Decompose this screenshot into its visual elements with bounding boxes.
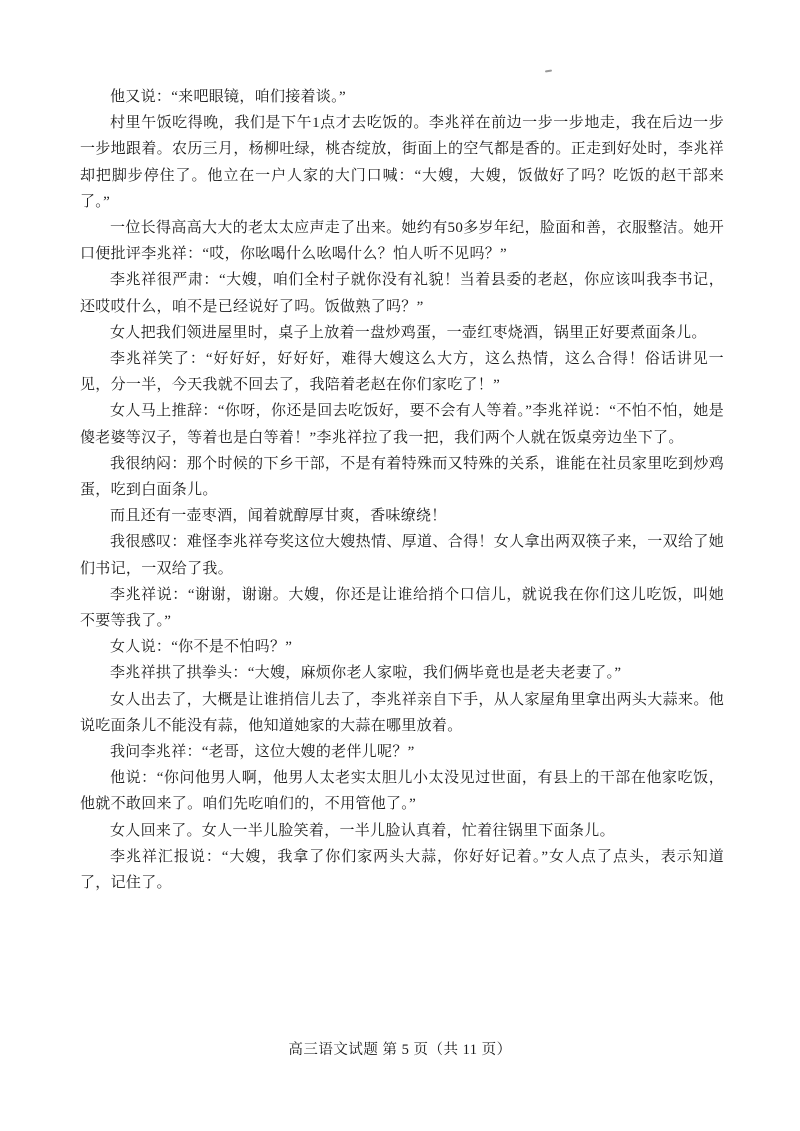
paragraph: 女人说：“你不是不怕吗？” (110, 639, 293, 656)
paragraph: 李兆祥笑了：“好好好，好好好，难得大嫂这么大方，这么热情，这么合得！俗话讲见一见，分一半，今天我就不回去了，我陪着老赵在你们家吃了！” (80, 351, 724, 394)
paragraph: 他说：“你问他男人啊，他男人太老实太胆儿小太没见过世面，有县上的干部在他家吃饭，他就不敢回来了。咱们先吃咱们的，不用管他了。” (80, 770, 724, 813)
paragraph: 女人把我们领进屋里时，桌子上放着一盘炒鸡蛋，一壶红枣烧酒，锅里正好要煮面条儿。 (110, 324, 707, 341)
page-footer: 高三语文试题 第 5 页（共 11 页） (288, 1042, 512, 1058)
paragraph: 我很感叹：难怪李兆祥夸奖这位大嫂热情、厚道、合得！女人拿出两双筷子来，一双给了她们书记，一双给了我。 (80, 534, 724, 577)
paragraph: 我问李兆祥：“老哥，这位大嫂的老伴儿呢？” (110, 744, 415, 761)
paragraph: 李兆祥很严肃：“大嫂，咱们全村子就你没有礼貌！当着县委的老赵，你应该叫我李书记，还哎哎什么，咱不是已经说好了吗。饭做熟了吗？” (80, 272, 724, 315)
paragraph: 李兆祥拱了拱拳头：“大嫂，麻烦你老人家啦，我们俩毕竟也是老夫老妻了。” (110, 665, 622, 682)
paragraph: 我很纳闷：那个时候的下乡干部，不是有着特殊而又特殊的关系，谁能在社员家里吃到炒鸡蛋，吃到白面条儿。 (80, 455, 724, 499)
paragraph: 李兆祥汇报说：“大嫂，我拿了你们家两头大蒜，你好好记着。”女人点了点头，表示知道了，记住了。 (80, 848, 724, 892)
paragraph: 村里午饭吃得晚，我们是下午1点才去吃饭的。李兆祥在前边一步一步地走，我在后边一步一步地跟着。农历三月，杨柳吐绿，桃杏绽放，街面上的空气都是香的。正走到好处时，李兆祥却把脚步停住了。他立在一户人家的大门口喊：“大嫂，大嫂，饭做好了吗？吃饭的赵干部来了。” (80, 115, 724, 210)
paragraph: 他又说：“来吧眼镜，咱们接着谈。” (110, 89, 346, 105)
passage-text (80, 84, 724, 896)
paragraph: 女人出去了，大概是让谁捎信儿去了，李兆祥亲自下手，从人家屋角里拿出两头大蒜来。他说吃面条儿不能没有蒜，他知道她家的大蒜在哪里放着。 (80, 691, 724, 734)
paragraph: 一位长得高高大大的老太太应声走了出来。她约有50多岁年纪，脸面和善，衣服整洁。她开口便批评李兆祥：“哎，你吆喝什么吆喝什么？怕人听不见吗？” (80, 220, 724, 263)
paragraph: 女人马上推辞：“你呀，你还是回去吃饭好，要不会有人等着。”李兆祥说：“不怕不怕，她是傻老婆等汉子，等着也是白等着！”李兆祥拉了我一把，我们两个人就在饭桌旁边坐下了。 (80, 403, 724, 446)
paragraph: 女人回来了。女人一半儿脸笑着，一半儿脸认真着，忙着往锅里下面条儿。 (110, 822, 615, 839)
scan-smudge-mark (545, 70, 552, 73)
paragraph: 李兆祥说：“谢谢，谢谢。大嫂，你还是让谁给捎个口信儿，就说我在你们这儿吃饭，叫她不要等我了。” (80, 586, 724, 630)
paragraph: 而且还有一壶枣酒，闻着就醇厚甘爽，香味缭绕！ (110, 508, 447, 525)
